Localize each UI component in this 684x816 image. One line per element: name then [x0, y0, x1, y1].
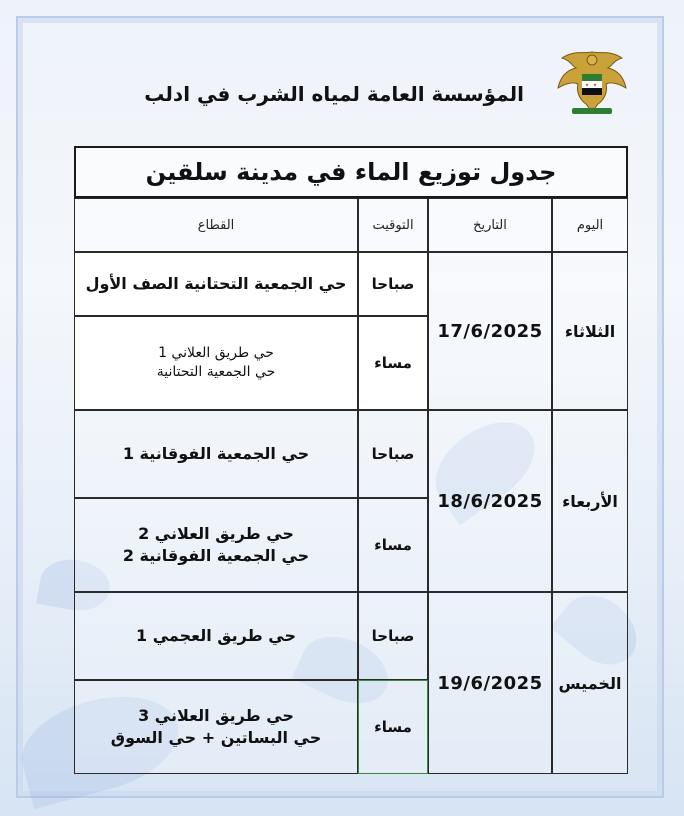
organization-name: المؤسسة العامة لمياه الشرب في ادلب [144, 82, 524, 106]
sector-cell [74, 316, 358, 410]
time-cell: صباحا [358, 252, 428, 316]
sector-line: حي الجمعية الفوقانية 1 [122, 444, 310, 464]
header-date: التاريخ [428, 198, 552, 252]
sector-line: حي طريق العجمي 1 [136, 626, 296, 646]
day-cell: الثلاثاء [552, 252, 628, 410]
day-cell: الأربعاء [552, 410, 628, 592]
sector-cell [74, 680, 358, 774]
sector-line: حي طريق العلاني 2 [138, 524, 294, 544]
time-cell: صباحا [358, 410, 428, 498]
date-cell: 19/6/2025 [428, 592, 552, 774]
time-cell: مساء [358, 316, 428, 410]
distribution-table [74, 146, 628, 774]
sector-line: حي الجمعية الفوقانية 2 [122, 546, 310, 565]
table-title: جدول توزيع الماء في مدينة سلقين [74, 146, 628, 198]
date-cell: 17/6/2025 [428, 252, 552, 410]
sector-cell [74, 498, 358, 592]
day-cell: الخميس [552, 592, 628, 774]
time-cell: صباحا [358, 592, 428, 680]
header-day: اليوم [552, 198, 628, 252]
sector-line: حي البساتين + حي السوق [110, 728, 322, 747]
eagle-emblem-icon [552, 44, 632, 120]
header-time: التوقيت [358, 198, 428, 252]
header-sector: القطاع [74, 198, 358, 252]
sector-cell [74, 252, 358, 316]
sector-line: حي الجمعية التحتانية [156, 364, 276, 380]
sector-line: حي الجمعية التحتانية الصف الأول [85, 274, 347, 294]
time-cell: مساء [358, 498, 428, 592]
date-cell: 18/6/2025 [428, 410, 552, 592]
sector-line: حي طريق العلاني 3 [138, 706, 294, 726]
sector-line: حي طريق العلاني 1 [158, 345, 274, 362]
sector-cell [74, 592, 358, 680]
time-cell: مساء [358, 680, 428, 774]
sector-cell [74, 410, 358, 498]
